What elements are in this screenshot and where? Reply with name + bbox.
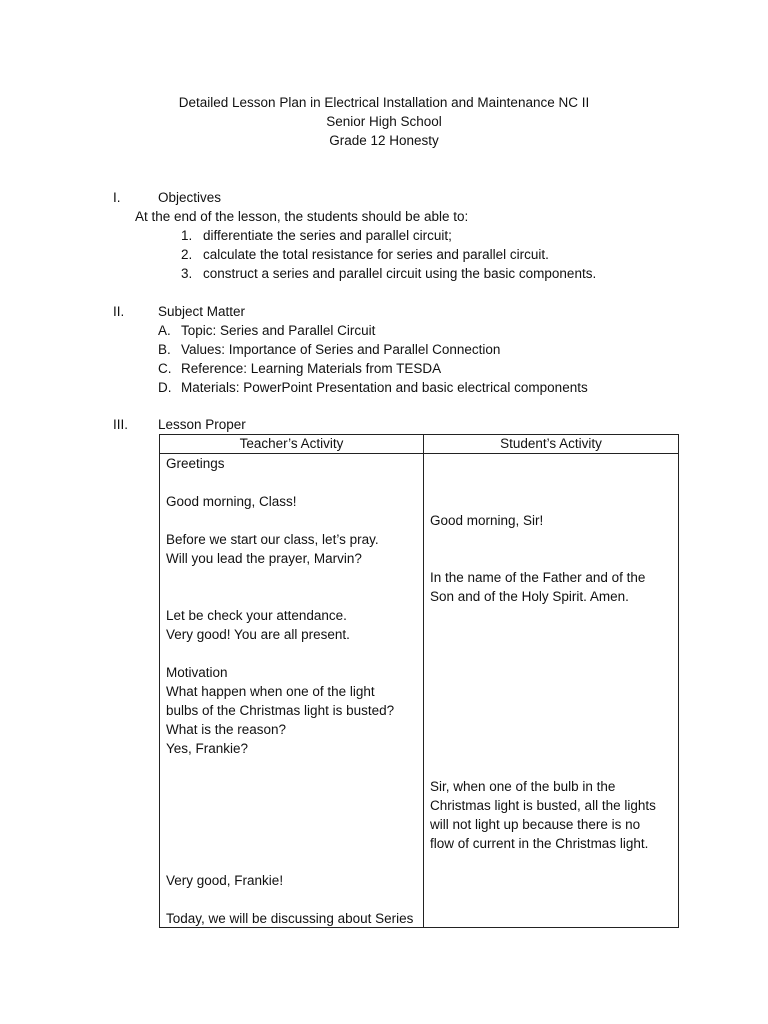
student-line: flow of current in the Christmas light. [430,836,649,851]
objective-item: construct a series and parallel circuit using the basic components. [203,266,597,281]
subject-marker: B. [158,342,171,357]
teacher-activity-header: Teacher’s Activity [160,435,424,454]
objective-item: differentiate the series and parallel circuit; [203,228,452,243]
student-line: Son and of the Holy Spirit. Amen. [430,589,629,604]
table-header-row [160,435,679,454]
student-line: Good morning, Sir! [430,513,544,528]
student-activity-header: Student’s Activity [424,435,679,454]
objective-marker: 3. [181,266,193,281]
lesson-activity-table [159,434,679,928]
document-title: Detailed Lesson Plan in Electrical Installation and Maintenance NC II [178,95,590,110]
teacher-line: Before we start our class, let’s pray. [166,532,379,547]
school-name: Senior High School [326,114,442,129]
objectives-intro: At the end of the lesson, the students should be able to: [135,209,469,224]
teacher-line: Good morning, Class! [166,494,297,509]
objective-item: calculate the total resistance for series and parallel circuit. [203,247,549,262]
objective-marker: 1. [181,228,193,243]
teacher-line: What happen when one of the light [166,684,375,699]
student-line: Sir, when one of the bulb in the [430,779,616,794]
student-line: will not light up because there is no [430,817,641,832]
student-line: Christmas light is busted, all the lights [430,798,656,813]
section-numeral-subject-matter: II. [113,304,125,319]
subject-marker: C. [158,361,172,376]
table-row [160,454,679,928]
teacher-line: Today, we will be discussing about Series [166,911,414,926]
teacher-line: Very good! You are all present. [166,627,350,642]
teacher-line: bulbs of the Christmas light is busted? [166,703,395,718]
teacher-line: Very good, Frankie! [166,873,284,888]
section-heading-subject-matter: Subject Matter [158,304,246,319]
teacher-activity-cell [160,454,424,928]
teacher-line: Let be check your attendance. [166,608,347,623]
subject-item-values: Values: Importance of Series and Parallel Connection [181,342,501,357]
teacher-line: What is the reason? [166,722,287,737]
subject-item-reference: Reference: Learning Materials from TESDA [181,361,442,376]
subject-marker: D. [158,380,172,395]
teacher-line: Will you lead the prayer, Marvin? [166,551,362,566]
subject-item-materials: Materials: PowerPoint Presentation and basic electrical components [181,380,588,395]
student-activity-cell [424,454,679,928]
section-numeral-objectives: I. [113,190,121,205]
subject-marker: A. [158,323,171,338]
section-heading-objectives: Objectives [158,190,222,205]
objective-marker: 2. [181,247,193,262]
student-line: In the name of the Father and of the [430,570,646,585]
grade-section: Grade 12 Honesty [329,133,439,148]
section-heading-lesson-proper: Lesson Proper [158,417,246,432]
teacher-line-greetings: Greetings [166,456,225,471]
subject-item-topic: Topic: Series and Parallel Circuit [181,323,376,338]
section-numeral-lesson-proper: III. [113,417,129,432]
teacher-line: Yes, Frankie? [166,741,249,756]
teacher-line-motivation: Motivation [166,665,228,680]
